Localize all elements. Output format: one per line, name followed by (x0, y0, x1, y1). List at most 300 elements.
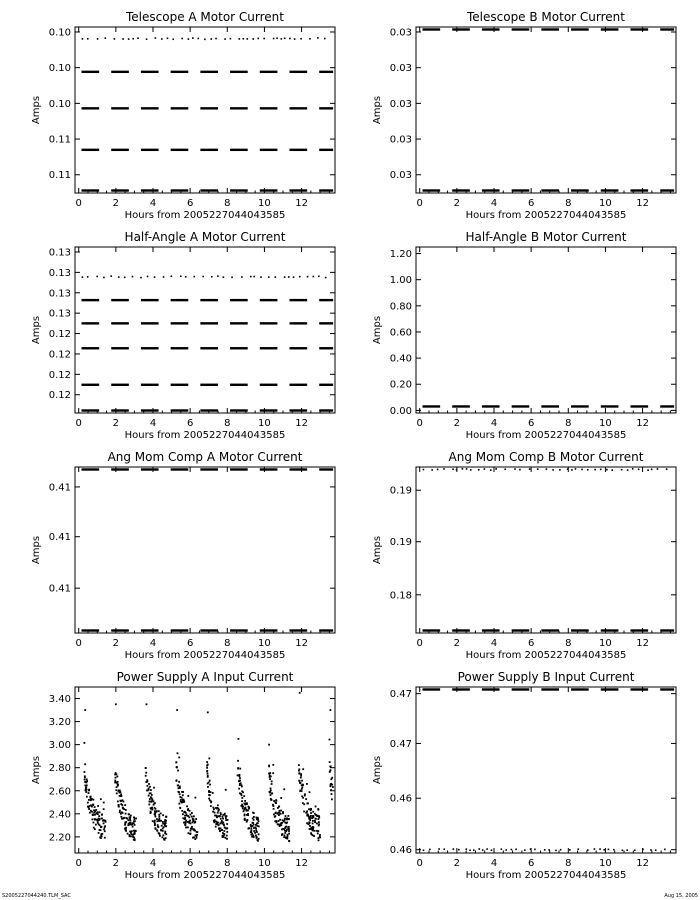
data-point (116, 792, 118, 794)
data-point (192, 837, 194, 839)
footer-date: Aug 15, 2005 (664, 893, 698, 899)
data-point (178, 803, 180, 805)
data-point (594, 848, 596, 850)
data-point (146, 781, 148, 783)
level-band (260, 409, 278, 411)
data-point (88, 792, 90, 794)
data-point (90, 799, 92, 801)
data-point (82, 38, 84, 40)
data-point (275, 800, 277, 802)
level-band (141, 107, 159, 109)
level-band (200, 384, 218, 386)
y-tick-label: 0.00 (389, 405, 412, 417)
level-band (82, 107, 100, 109)
level-band (512, 405, 530, 407)
data-point (179, 793, 181, 795)
data-point (220, 822, 222, 824)
y-tick-label: 0.03 (389, 134, 412, 146)
data-point (309, 825, 311, 827)
level-band (319, 71, 333, 73)
level-band (319, 347, 333, 349)
level-band (111, 299, 129, 301)
data-series (423, 688, 675, 851)
data-point (555, 850, 557, 852)
chart-title: Ang Mom Comp A Motor Current (107, 450, 303, 464)
data-point (288, 833, 290, 835)
data-point (154, 823, 156, 825)
data-point (179, 786, 181, 788)
data-point (287, 834, 289, 836)
data-point (243, 810, 245, 812)
y-tick-label: 2.20 (48, 832, 71, 844)
data-point (548, 849, 550, 851)
data-point (280, 810, 282, 812)
data-point (253, 824, 255, 826)
data-point (87, 802, 89, 804)
data-point (191, 812, 193, 814)
x-tick-label: 0 (75, 858, 82, 869)
data-point (310, 808, 312, 810)
level-band (260, 189, 278, 191)
x-tick-label: 12 (636, 638, 649, 649)
level-band (230, 189, 248, 191)
level-band (601, 629, 619, 631)
data-point (182, 799, 184, 801)
y-tick-label: 0.13 (48, 247, 71, 259)
footer-filename: S2005227044240.TLM_SAC (2, 893, 71, 899)
data-point (102, 820, 104, 822)
data-point (308, 808, 310, 810)
data-point (317, 830, 319, 832)
data-point (210, 801, 212, 803)
data-point (181, 797, 183, 799)
data-point (133, 820, 135, 822)
y-tick-label: 3.20 (48, 717, 71, 729)
x-tick-label: 0 (416, 858, 423, 869)
level-band (82, 322, 100, 324)
data-point (332, 786, 334, 788)
data-point (329, 761, 331, 763)
data-point (274, 816, 276, 818)
data-point (101, 833, 103, 835)
data-point (103, 808, 105, 810)
level-band (171, 189, 189, 191)
data-point (277, 813, 279, 815)
data-point (217, 812, 219, 814)
y-tick-label: 0.03 (389, 170, 412, 182)
y-tick-label: 0.11 (48, 134, 71, 146)
data-point (149, 798, 151, 800)
x-tick-label: 2 (453, 418, 461, 429)
data-point (206, 765, 208, 767)
level-band (541, 688, 559, 690)
data-point (165, 816, 167, 818)
data-point (100, 834, 102, 836)
data-point (478, 848, 480, 850)
data-point (145, 772, 147, 774)
data-point (208, 758, 210, 760)
data-point (161, 38, 163, 40)
data-point (187, 815, 189, 817)
data-series (423, 28, 675, 191)
y-tick-label: 0.19 (389, 537, 412, 549)
data-point (118, 806, 120, 808)
data-point (104, 37, 106, 39)
x-tick-label: 6 (186, 198, 194, 209)
data-point (318, 825, 320, 827)
data-point (301, 788, 303, 790)
data-point (272, 804, 274, 806)
data-point (271, 781, 273, 783)
y-tick-label: 0.19 (389, 485, 412, 497)
data-point (253, 276, 255, 278)
data-point (302, 784, 304, 786)
chart-title: Power Supply A Input Current (116, 670, 294, 684)
data-point (127, 819, 129, 821)
level-band (290, 299, 308, 301)
data-point (300, 782, 302, 784)
data-point (133, 839, 135, 841)
x-tick-label: 2 (112, 198, 120, 209)
data-point (524, 849, 526, 851)
data-point (288, 828, 290, 830)
level-band (290, 322, 308, 324)
data-point (164, 823, 166, 825)
data-point (248, 828, 250, 830)
x-tick-label: 8 (565, 198, 572, 209)
level-band (571, 688, 589, 690)
level-band (171, 347, 189, 349)
data-series (82, 37, 334, 192)
data-point (146, 779, 148, 781)
data-point (627, 469, 629, 471)
data-point (156, 829, 158, 831)
data-point (171, 275, 173, 277)
data-point (226, 831, 228, 833)
data-point (134, 818, 136, 820)
chart-panel-5 (31, 450, 335, 661)
data-point (581, 469, 583, 471)
level-band (260, 347, 278, 349)
level-band (141, 149, 159, 151)
data-point (288, 840, 290, 842)
data-point (160, 820, 162, 822)
level-band (200, 347, 218, 349)
data-point (189, 814, 191, 816)
level-band (601, 189, 619, 191)
data-point (94, 818, 96, 820)
level-band (230, 107, 248, 109)
x-tick-label: 2 (453, 638, 461, 649)
y-tick-label: 0.12 (48, 390, 71, 402)
data-point (154, 802, 156, 804)
chart-panel-4 (372, 230, 676, 441)
x-tick-label: 8 (224, 638, 231, 649)
data-point (423, 469, 425, 471)
level-band (141, 347, 159, 349)
x-tick-label: 4 (149, 198, 157, 209)
data-point (194, 830, 196, 832)
level-band (319, 299, 333, 301)
level-band (631, 28, 649, 30)
data-point (239, 768, 241, 770)
data-point (223, 833, 225, 835)
data-point (307, 276, 309, 278)
data-point (159, 835, 161, 837)
data-point (329, 771, 331, 773)
data-point (160, 829, 162, 831)
data-point (311, 817, 313, 819)
data-point (466, 848, 468, 850)
level-band (260, 322, 278, 324)
level-band (290, 629, 308, 631)
data-point (569, 849, 571, 851)
data-point (210, 805, 212, 807)
data-point (664, 849, 666, 851)
data-point (634, 849, 636, 851)
chart-panel-3 (31, 230, 335, 441)
data-point (253, 830, 255, 832)
data-point (279, 810, 281, 812)
data-point (257, 819, 259, 821)
x-tick-label: 4 (149, 638, 157, 649)
level-band (319, 322, 333, 324)
x-axis-label: Hours from 2005227044043585 (124, 870, 286, 881)
chart-title: Half-Angle A Motor Current (124, 230, 286, 244)
level-band (601, 28, 619, 30)
data-point (180, 799, 182, 801)
level-band (111, 347, 129, 349)
data-point (567, 468, 569, 470)
x-axis-label: Hours from 2005227044043585 (124, 210, 286, 221)
data-point (189, 810, 191, 812)
data-point (303, 803, 305, 805)
data-point (116, 773, 118, 775)
level-band (290, 71, 308, 73)
data-series (423, 405, 675, 407)
data-point (145, 775, 147, 777)
data-point (329, 709, 331, 711)
data-point (216, 807, 218, 809)
data-point (99, 824, 101, 826)
data-point (253, 836, 255, 838)
data-point (269, 776, 271, 778)
data-point (309, 818, 311, 820)
level-band (200, 149, 218, 151)
data-point (115, 703, 117, 705)
data-point (329, 739, 331, 741)
level-band (482, 629, 500, 631)
data-point (438, 848, 440, 850)
data-point (148, 783, 150, 785)
data-point (158, 816, 160, 818)
data-point (241, 276, 243, 278)
data-point (529, 468, 531, 470)
data-point (218, 809, 220, 811)
data-point (208, 790, 210, 792)
data-point (501, 848, 503, 850)
data-point (312, 823, 314, 825)
data-point (208, 794, 210, 796)
data-point (158, 810, 160, 812)
data-point (185, 821, 187, 823)
data-point (484, 468, 486, 470)
level-band (482, 405, 500, 407)
data-point (146, 785, 148, 787)
data-point (86, 782, 88, 784)
data-point (150, 789, 152, 791)
data-point (162, 830, 164, 832)
data-point (125, 829, 127, 831)
data-point (177, 770, 179, 772)
data-point (300, 38, 302, 40)
data-point (184, 817, 186, 819)
data-point (85, 789, 87, 791)
y-tick-label: 0.03 (389, 27, 412, 39)
data-point (537, 468, 539, 470)
data-point (284, 818, 286, 820)
data-point (157, 824, 159, 826)
data-point (86, 796, 88, 798)
data-point (312, 830, 314, 832)
level-band (82, 149, 100, 151)
data-point (167, 37, 169, 39)
data-point (104, 825, 106, 827)
level-band (230, 299, 248, 301)
x-tick-label: 12 (295, 858, 308, 869)
data-point (651, 469, 653, 471)
data-point (301, 780, 303, 782)
data-point (84, 779, 86, 781)
data-point (181, 810, 183, 812)
data-point (273, 808, 275, 810)
data-point (230, 38, 232, 40)
y-tick-label: 2.60 (48, 786, 71, 798)
level-band (171, 71, 189, 73)
data-point (330, 769, 332, 771)
data-point (317, 37, 319, 39)
data-point (175, 780, 177, 782)
x-tick-label: 6 (186, 418, 194, 429)
data-point (242, 806, 244, 808)
data-point (150, 811, 152, 813)
data-point (294, 38, 296, 40)
data-point (237, 767, 239, 769)
data-point (158, 818, 160, 820)
data-point (220, 813, 222, 815)
level-band (230, 384, 248, 386)
data-point (312, 820, 314, 822)
data-point (544, 849, 546, 851)
x-tick-label: 8 (565, 638, 572, 649)
chart-title: Telescope A Motor Current (126, 10, 284, 24)
data-point (187, 808, 189, 810)
data-point (94, 814, 96, 816)
y-tick-label: 3.00 (48, 740, 71, 752)
y-tick-label: 0.13 (48, 267, 71, 279)
x-tick-label: 4 (149, 418, 157, 429)
data-point (128, 824, 130, 826)
data-point (93, 827, 95, 829)
data-point (284, 37, 286, 39)
data-point (251, 836, 253, 838)
y-tick-label: 0.47 (389, 689, 412, 701)
data-point (100, 818, 102, 820)
data-point (244, 818, 246, 820)
data-point (269, 772, 271, 774)
data-point (611, 469, 613, 471)
data-point (132, 276, 134, 278)
data-point (87, 38, 89, 40)
data-point (124, 822, 126, 824)
data-point (254, 832, 256, 834)
data-point (177, 784, 179, 786)
data-point (220, 818, 222, 820)
x-tick-label: 6 (186, 858, 194, 869)
data-point (310, 833, 312, 835)
data-point (281, 828, 283, 830)
data-point (99, 811, 101, 813)
data-point (626, 849, 628, 851)
level-band (290, 149, 308, 151)
data-point (309, 816, 311, 818)
chart-panel-2 (372, 10, 676, 221)
data-point (248, 808, 250, 810)
data-point (284, 276, 286, 278)
data-point (242, 791, 244, 793)
plot-frame (416, 27, 676, 193)
data-point (263, 38, 265, 40)
data-point (91, 818, 93, 820)
data-point (215, 38, 217, 40)
data-point (119, 810, 121, 812)
data-point (239, 780, 241, 782)
x-tick-label: 2 (453, 198, 461, 209)
data-point (318, 817, 320, 819)
data-point (137, 37, 139, 39)
data-point (132, 826, 134, 828)
data-point (514, 468, 516, 470)
data-point (239, 792, 241, 794)
data-point (88, 808, 90, 810)
data-point (608, 849, 610, 851)
data-point (306, 822, 308, 824)
data-point (279, 825, 281, 827)
data-point (124, 804, 126, 806)
level-band (82, 384, 100, 386)
data-point (204, 39, 206, 41)
data-point (195, 818, 197, 820)
level-band (482, 688, 500, 690)
data-point (281, 833, 283, 835)
data-point (190, 830, 192, 832)
data-point (260, 276, 262, 278)
data-point (148, 804, 150, 806)
data-point (324, 38, 326, 40)
data-point (130, 832, 132, 834)
data-point (195, 834, 197, 836)
level-band (82, 468, 100, 470)
x-tick-label: 4 (490, 198, 498, 209)
data-point (559, 469, 561, 471)
level-band (601, 688, 619, 690)
data-point (245, 810, 247, 812)
data-point (148, 788, 150, 790)
data-point (293, 276, 295, 278)
data-point (105, 821, 107, 823)
data-point (97, 805, 99, 807)
data-point (119, 790, 121, 792)
